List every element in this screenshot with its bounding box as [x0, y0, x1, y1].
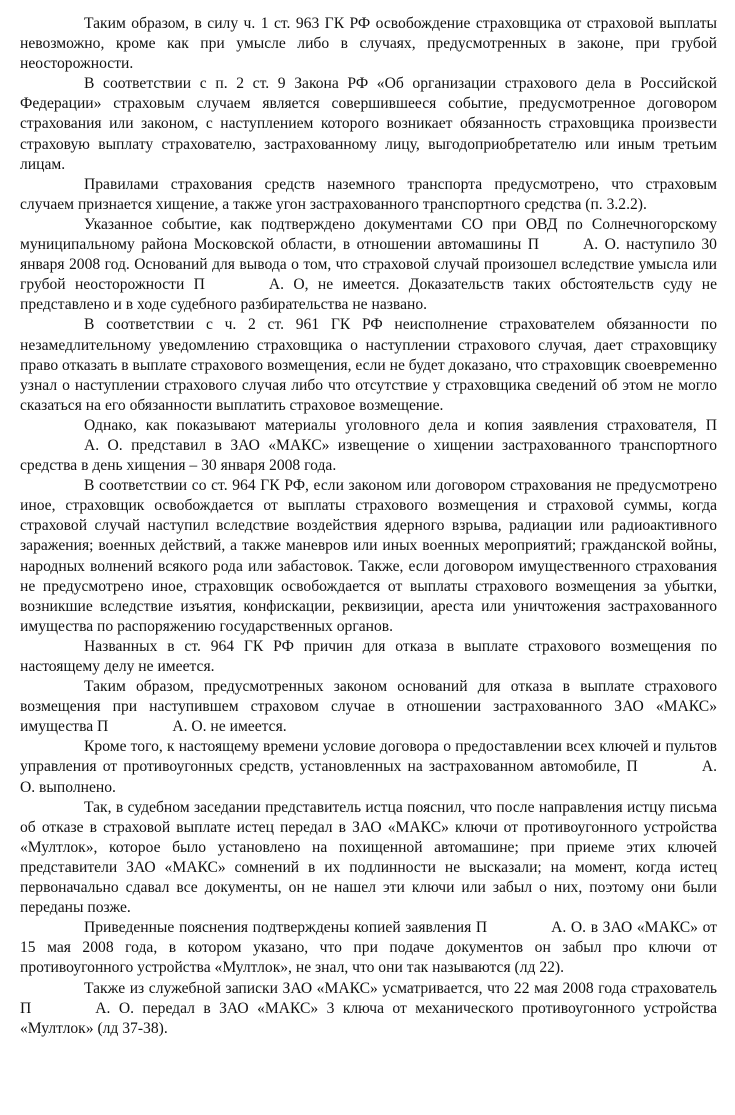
paragraph-7-text: В соответствии со ст. 964 ГК РФ, если законом или договором страхования не предусмотрено иное, страховщик освобождается от выплаты страхового возмещения и страховой суммы, когда страховой случай наступил вследствие воздействия ядерного взрыва, радиации или радиоактивного заражения; военных действий, а также маневров или иных военных мероприятий; гражданской войны, народных волнений всякого рода или забастовок. Также, если договором имущественного страхования не предусмотрено иное, страховщик освобождается от выплаты страхового возмещения за убытки, возникшие вследствие изъятия, конфискации, реквизиции, ареста или уничтожения застрахованного имущества по распоряжению государственных органов.	[20, 477, 717, 635]
paragraph-4	[20, 215, 717, 315]
paragraph-12-part-1: Приведенные пояснения подтверждены копией заявления П	[84, 919, 488, 937]
paragraph-10-part-2: А. О. выполнено.	[20, 758, 717, 796]
paragraph-10-part-1: Кроме того, к настоящему времени условие договора о предоставлении всех ключей и пультов управления от противоугонных средств, установленных на застрахованном автомобиле, П	[20, 738, 717, 776]
paragraph-5-text: В соответствии с ч. 2 ст. 961 ГК РФ неисполнение страхователем обязанности по незамедлительному уведомлению страховщика о наступлении страхового случая, дает страховщику право отказать в выплате страхового возмещения, если не будет доказано, что страховщик своевременно узнал о наступлении страхового случая либо что отсутствие у страховщика сведений об этом не могло сказаться на его обязанности выплатить страховое возмещение.	[20, 316, 717, 414]
paragraph-9-part-2: А. О. не имеется.	[172, 718, 287, 736]
paragraph-10	[20, 737, 717, 797]
paragraph-1	[20, 14, 717, 74]
paragraph-1-text: Таким образом, в силу ч. 1 ст. 963 ГК РФ освобождение страховщика от страховой выплаты невозможно, кроме как при умысле либо в случаях, предусмотренных в законе, при грубой неосторожности.	[20, 15, 717, 73]
paragraph-6-part-2: А. О. представил в ЗАО «МАКС» извещение о хищении застрахованного транспортного средства в день хищения – 30 января 2008 года.	[20, 436, 717, 475]
paragraph-2-text: В соответствии с п. 2 ст. 9 Закона РФ «Об организации страхового дела в Российской Федерации» страховым случаем является совершившееся событие, предусмотренное договором страхования или законом, с наступлением которого возникает обязанность страховщика произвести страховую выплату страхователю, застрахованному лицу, выгодоприобретателю или иным третьим лицам.	[20, 75, 717, 173]
paragraph-9	[20, 677, 717, 737]
paragraph-6-part-1: Однако, как показывают материалы уголовного дела и копия заявления страхователя, П	[84, 416, 717, 434]
paragraph-7	[20, 476, 717, 637]
paragraph-4-part-3: А. О, не имеется. Доказательств таких обстоятельств суду не представлено и в ходе судебного разбирательства не названо.	[20, 276, 717, 314]
paragraph-8	[20, 637, 717, 677]
paragraph-11	[20, 798, 717, 919]
paragraph-12	[20, 918, 717, 978]
paragraph-4-part-2: А. О. наступило 30 января 2008 год. Оснований для вывода о том, что страховой случай произошел вследствие умысла или грубой неосторожности П	[20, 236, 717, 294]
paragraph-11-text: Так, в судебном заседании представитель истца пояснил, что после направления истцу письма об отказе в страховой выплате истец передал в ЗАО «МАКС» ключи от противоугонного устройства «Мултлок», которое было установлено на похищенной автомашине; при приеме этих ключей представители ЗАО «МАКС» сомнений в их подлинности не высказали; на момент, когда истец первоначально сдавал все документы, он не нашел эти ключи или забыл о них, поэтому они были переданы позже.	[20, 798, 717, 917]
paragraph-3	[20, 175, 717, 215]
paragraph-5	[20, 315, 717, 415]
paragraph-12-part-2: А. О. в ЗАО «МАКС» от 15 мая 2008 года, в котором указано, что при подаче документов он забыл про ключи от противоугонного устройства «Мултлок», не знал, что они так называются (лд 22).	[20, 919, 717, 977]
paragraph-13-part-1: Также из служебной записки ЗАО «МАКС» усматривается, что 22 мая 2008 года страхователь П	[20, 979, 717, 1017]
paragraph-13	[20, 979, 717, 1039]
paragraph-6	[20, 416, 717, 476]
paragraph-2	[20, 74, 717, 174]
paragraph-4-part-1: Указанное событие, как подтверждено документами СО при ОВД по Солнечногорскому муниципальному района Московской области, в отношении автомашины П	[20, 215, 717, 254]
paragraph-9-part-1: Таким образом, предусмотренных законом оснований для отказа в выплате страхового возмещения при наступившем страховом случае в отношении застрахованного ЗАО «МАКС» имущества П	[20, 678, 717, 736]
paragraph-3-text: Правилами страхования средств наземного транспорта предусмотрено, что страховым случаем признается хищение, а также угон застрахованного транспортного средства (п. 3.2.2).	[20, 175, 717, 213]
paragraph-13-part-2: А. О. передал в ЗАО «МАКС» 3 ключа от механического противоугонного устройства «Мултлок» (лд 37-38).	[20, 999, 717, 1037]
paragraph-8-text: Названных в ст. 964 ГК РФ причин для отказа в выплате страхового возмещения по настоящему делу не имеется.	[20, 637, 717, 675]
